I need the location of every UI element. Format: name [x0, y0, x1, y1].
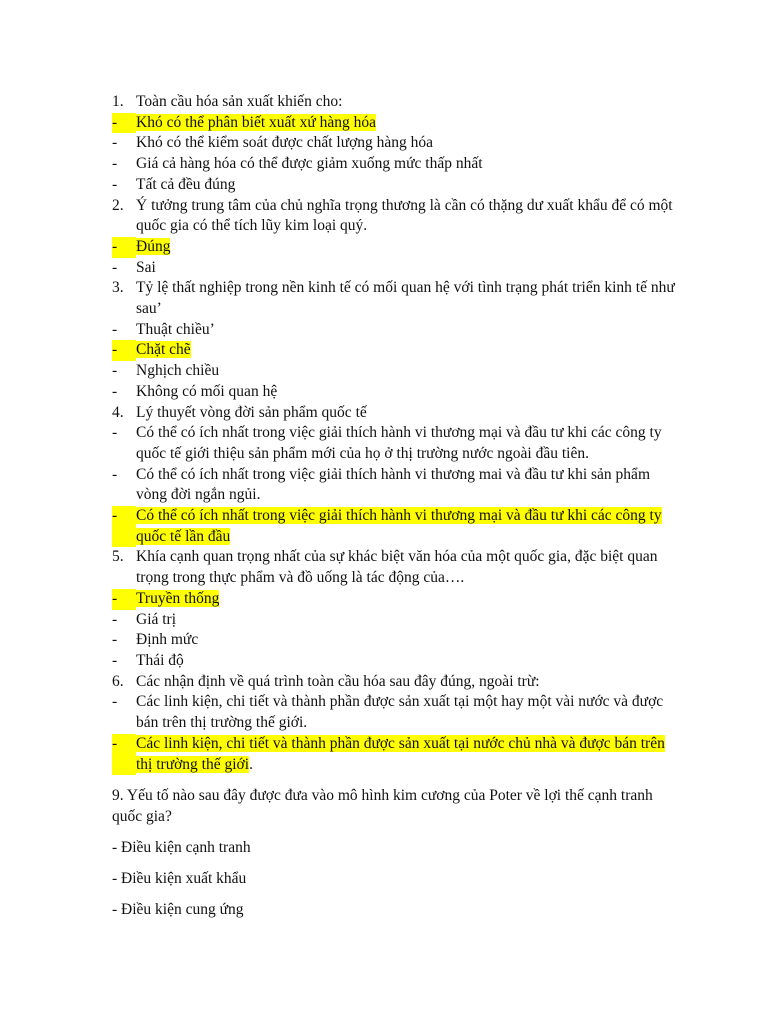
bullet-dash: -: [112, 134, 118, 152]
bullet-dash: -: [112, 465, 118, 483]
option-text: Định mức: [136, 631, 199, 649]
bullet-dash: -: [112, 113, 136, 134]
question-text: Các nhận định về quá trình toàn cầu hóa sau đây đúng, ngoài trừ:: [136, 672, 540, 690]
trailing-punctuation: .: [249, 755, 253, 773]
bullet-dash: -: [112, 651, 118, 669]
bullet-dash: -: [112, 589, 136, 610]
answer-option-highlighted: [112, 589, 682, 610]
question-item: [112, 547, 682, 588]
option-text: Nghịch chiều: [136, 362, 220, 380]
bullet-dash: -: [112, 734, 136, 775]
option-text: Các linh kiện, chi tiết và thành phần được sản xuất tại nước chủ nhà và được bán trên thị trường thế giới: [136, 734, 665, 773]
question-text: Lý thuyết vòng đời sản phẩm quốc tế: [136, 403, 367, 421]
option-text: Không có mối quan hệ: [136, 382, 278, 400]
option-text: Các linh kiện, chi tiết và thành phần được sản xuất tại một hay một vài nước và được bán trên thị trường thế giới.: [136, 693, 664, 732]
answer-option: - Điều kiện cạnh tranh: [112, 839, 251, 857]
answer-option: [112, 630, 682, 651]
question-text: Tỷ lệ thất nghiệp trong nền kinh tế có mối quan hệ với tình trạng phát triển kinh tế như sau’: [136, 279, 675, 318]
option-text: Có thể có ích nhất trong việc giải thích hành vi thương mai và đầu tư khi sản phẩm vòng đời ngắn ngủi.: [136, 465, 650, 504]
option-text: Tất cả đều đúng: [136, 175, 236, 193]
answer-option: [112, 692, 682, 733]
question-item: [112, 278, 682, 319]
bullet-dash: -: [112, 340, 136, 361]
bullet-dash: -: [112, 362, 118, 380]
option-text: Thuật chiều’: [136, 320, 215, 338]
answer-option: [112, 320, 682, 341]
question-number: 4.: [112, 403, 124, 421]
question-number: 5.: [112, 548, 124, 566]
bullet-dash: -: [112, 506, 136, 547]
question-list: [112, 92, 682, 775]
answer-option-highlighted: [112, 506, 682, 547]
bullet-dash: -: [112, 155, 118, 173]
option-text: Có thể có ích nhất trong việc giải thích hành vi thương mại và đầu tư khi các công ty quốc tế lần đầu: [136, 507, 662, 545]
question-number: 1.: [112, 93, 124, 110]
answer-option: [112, 133, 682, 154]
question-number: 2.: [112, 196, 124, 214]
option-text: Giá cả hàng hóa có thể được giảm xuống mức thấp nhất: [136, 155, 483, 173]
question-text: 9. Yếu tố nào sau đây được đưa vào mô hình kim cương của Poter về lợi thế cạnh tranh quốc gia?: [112, 787, 653, 826]
question-text: Khía cạnh quan trọng nhất của sự khác biệt văn hóa của một quốc gia, đặc biệt quan trọng trong thực phẩm và đồ uống là tác động của….: [136, 548, 658, 587]
answer-option-highlighted: [112, 340, 682, 361]
bullet-dash: -: [112, 693, 118, 711]
question-number: 3.: [112, 279, 124, 297]
question-item: [112, 672, 682, 693]
bullet-dash: -: [112, 237, 136, 258]
option-text: Chặt chẽ: [136, 341, 191, 359]
question-text: Ý tưởng trung tâm của chủ nghĩa trọng thương là cần có thặng dư xuất khẩu để có một quốc gia có thể tích lũy kim loại quý.: [136, 196, 673, 235]
bullet-dash: -: [112, 320, 118, 338]
answer-option: [112, 361, 682, 382]
answer-option: [112, 258, 682, 279]
bullet-dash: -: [112, 610, 118, 628]
answer-option-highlighted: [112, 734, 682, 775]
answer-option: [112, 465, 682, 506]
question-text: Toàn cầu hóa sản xuất khiến cho:: [136, 93, 343, 110]
document-body: [112, 92, 682, 920]
question-item: [112, 403, 682, 424]
option-text: Giá trị: [136, 610, 177, 628]
option-text: Có thể có ích nhất trong việc giải thích hành vi thương mại và đầu tư khi các công ty quốc tế giới thiệu sản phẩm mới của họ ở thị trường nước ngoài đầu tiên.: [136, 424, 662, 462]
bullet-dash: -: [112, 382, 118, 400]
question-item: [112, 92, 682, 113]
option-text: Khó có thể phân biết xuất xứ hàng hóa: [136, 113, 376, 131]
answer-option: [112, 382, 682, 403]
answer-option: [112, 154, 682, 175]
bullet-dash: -: [112, 631, 118, 649]
question-9-block: [112, 785, 682, 920]
option-text: Sai: [136, 258, 156, 276]
option-text: Khó có thể kiểm soát được chất lượng hàng hóa: [136, 134, 434, 152]
bullet-dash: -: [112, 424, 118, 442]
option-text: Thái độ: [136, 651, 184, 669]
answer-option: [112, 423, 682, 464]
answer-option: - Điều kiện xuất khẩu: [112, 870, 247, 888]
answer-option-highlighted: [112, 237, 682, 258]
option-text: Đúng: [136, 237, 171, 255]
bullet-dash: -: [112, 175, 118, 193]
question-item: [112, 196, 682, 237]
bullet-dash: -: [112, 258, 118, 276]
answer-option-highlighted: [112, 113, 682, 134]
answer-option: [112, 651, 682, 672]
question-number: 6.: [112, 672, 124, 690]
answer-option: - Điều kiện cung ứng: [112, 901, 244, 919]
answer-option: [112, 175, 682, 196]
option-text: Truyền thống: [136, 589, 220, 607]
answer-option: [112, 610, 682, 631]
